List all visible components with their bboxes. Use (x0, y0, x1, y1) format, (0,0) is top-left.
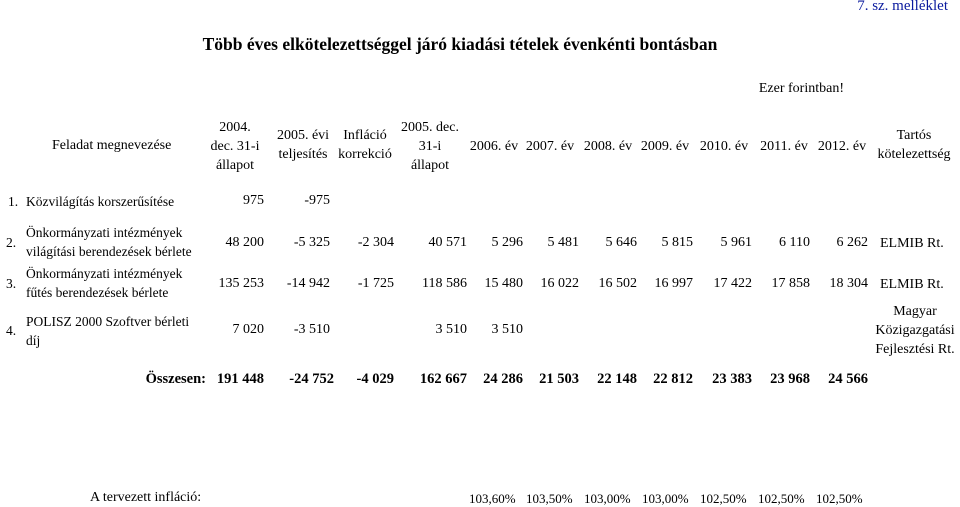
inflation-label: A tervezett infláció: (90, 490, 202, 505)
page-title-text: Több éves elkötelezettséggel járó kiadási tételek évenkénti bontásban (202, 34, 718, 54)
header-tartos-line1: Tartós (896, 128, 932, 143)
row-3-value: 135 253 (218, 276, 264, 291)
header-year-2008: 2008. év (583, 139, 633, 154)
header-inflacio-line1: Infláció (343, 128, 387, 143)
total-value: 162 667 (419, 371, 467, 387)
row-2-value: 5 481 (547, 235, 579, 250)
row-2-value: 40 571 (428, 235, 467, 250)
header-2004 (205, 118, 265, 175)
row-4-tartos (870, 302, 960, 359)
inflation-value: 102,50% (816, 491, 863, 506)
row-4-label (26, 312, 189, 350)
total-value: -24 752 (289, 371, 334, 387)
total-label: Összesen: (145, 371, 206, 387)
row-4-tartos-line3: Fejlesztési Rt. (875, 342, 955, 357)
header-2005-line2: 31-i (418, 139, 442, 154)
header-year-2010: 2010. év (699, 139, 749, 154)
row-3-value: 17 858 (771, 276, 810, 291)
row-4-number: 4. (6, 323, 17, 338)
total-value: 23 383 (712, 371, 752, 387)
inflation-value: 102,50% (700, 491, 747, 506)
row-1-label: Közvilágítás korszerűsítése (26, 194, 175, 209)
row-3-label-line2: fűtés berendezések bérlete (26, 285, 169, 300)
header-2005 (392, 118, 468, 175)
row-2-tartos: ELMIB Rt. (880, 236, 944, 251)
row-2-label-line1: Önkormányzati intézmények (26, 225, 183, 240)
unit-note: Ezer forintban! (758, 81, 844, 96)
header-2005-line1: 2005. dec. (401, 120, 459, 135)
row-4-tartos-line1: Magyar (893, 304, 937, 319)
row-2-value: 48 200 (225, 235, 264, 250)
row-1-number: 1. (8, 194, 19, 209)
inflation-value: 103,00% (584, 491, 631, 506)
header-tartos (868, 126, 960, 164)
row-4-tartos-line2: Közigazgatási (875, 323, 955, 338)
header-inflacio (330, 126, 400, 164)
row-1-value: 975 (243, 193, 264, 208)
row-2-number: 2. (6, 235, 17, 250)
row-4-value: -3 510 (293, 322, 330, 337)
total-value: 23 968 (770, 371, 810, 387)
row-2-value: -5 325 (293, 235, 330, 250)
total-value: -4 029 (356, 371, 394, 387)
header-2004-line3: állapot (215, 158, 255, 173)
row-3-label-line1: Önkormányzati intézmények (26, 266, 183, 281)
header-feladat: Feladat megnevezése (52, 138, 172, 153)
row-3-number: 3. (6, 276, 17, 291)
header-inflacio-line2: korrekció (338, 147, 392, 162)
inflation-value: 103,50% (526, 491, 573, 506)
row-3-value: 17 422 (713, 276, 752, 291)
row-4-value: 3 510 (435, 322, 467, 337)
header-2005-teljesites (267, 126, 339, 164)
row-2-value: 5 296 (491, 235, 523, 250)
header-year-2009: 2009. év (640, 139, 690, 154)
row-2-value: -2 304 (357, 235, 394, 250)
inflation-value: 103,60% (469, 491, 516, 506)
row-3-tartos: ELMIB Rt. (880, 277, 944, 292)
header-year-2011: 2011. év (760, 139, 808, 154)
row-2-value: 5 646 (605, 235, 637, 250)
row-4-label-line1: POLISZ 2000 Szoftver bérleti (26, 314, 190, 329)
header-2004-line1: 2004. (219, 120, 251, 135)
page-title (0, 34, 960, 55)
total-value: 191 448 (216, 371, 264, 387)
inflation-value: 102,50% (758, 491, 805, 506)
row-2-value: 6 262 (836, 235, 868, 250)
total-value: 22 148 (597, 371, 637, 387)
row-4-label-line2: díj (26, 333, 41, 348)
row-4-value: 7 020 (232, 322, 264, 337)
header-2004-line2: dec. 31-i (210, 139, 260, 154)
row-1-value: -975 (304, 193, 330, 208)
row-3-value: 16 022 (540, 276, 579, 291)
total-value: 21 503 (539, 371, 579, 387)
row-3-value: 15 480 (484, 276, 523, 291)
header-year-2006: 2006. év (469, 139, 519, 154)
header-2005-line3: állapot (410, 158, 450, 173)
total-value: 24 286 (483, 371, 523, 387)
row-3-value: 16 502 (598, 276, 637, 291)
total-value: 22 812 (653, 371, 693, 387)
row-3-value: 118 586 (422, 276, 467, 291)
header-tartos-line2: kötelezettség (877, 147, 951, 162)
row-2-value: 5 815 (661, 235, 693, 250)
header-2005-teljesites-line1: 2005. évi (276, 128, 330, 143)
row-3-label (26, 264, 182, 302)
row-2-label (26, 223, 192, 261)
row-3-value: 18 304 (829, 276, 868, 291)
total-value: 24 566 (828, 371, 868, 387)
header-year-2012: 2012. év (817, 139, 867, 154)
row-2-label-line2: világítási berendezések bérlete (26, 244, 192, 259)
header-2005-teljesites-line2: teljesítés (278, 147, 328, 162)
row-3-value: -14 942 (286, 276, 330, 291)
annex-label: 7. sz. melléklet (857, 0, 948, 14)
header-year-2007: 2007. év (525, 139, 575, 154)
row-2-value: 5 961 (720, 235, 752, 250)
row-3-value: -1 725 (357, 276, 394, 291)
inflation-value: 103,00% (642, 491, 689, 506)
row-3-value: 16 997 (654, 276, 693, 291)
row-2-value: 6 110 (779, 235, 810, 250)
row-4-value: 3 510 (491, 322, 523, 337)
